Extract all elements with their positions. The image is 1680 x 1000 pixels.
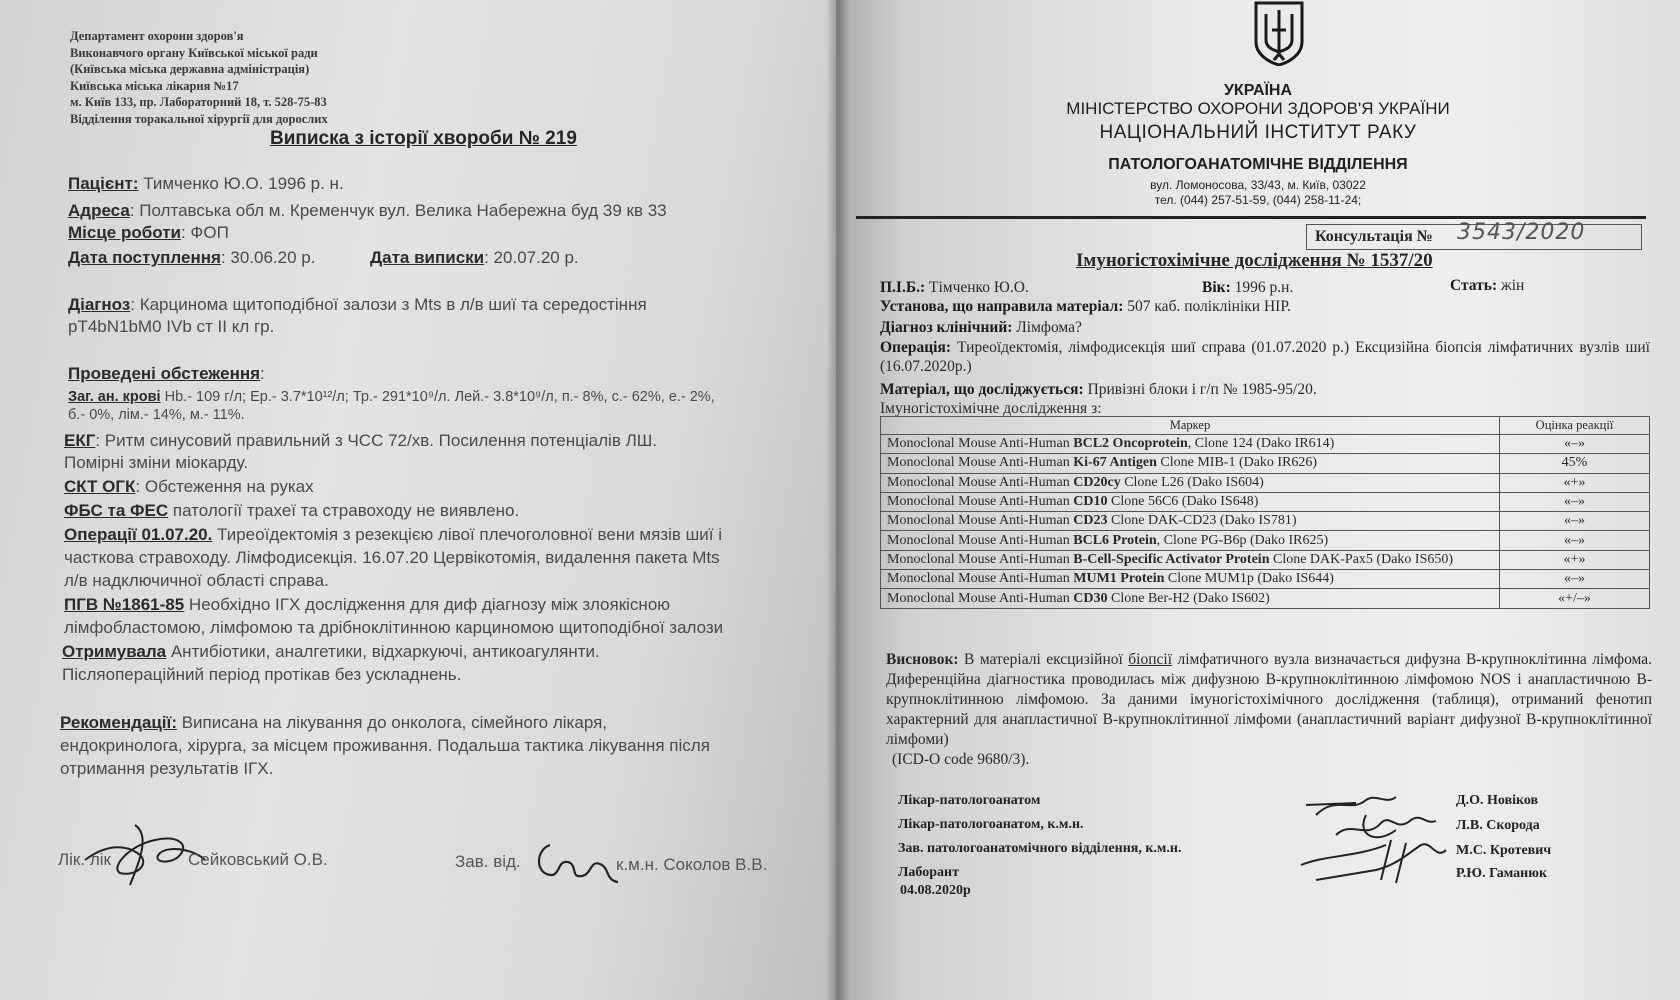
operations-label: Операції 01.07.20. (64, 525, 213, 544)
pathologist-signatures (1296, 785, 1456, 895)
admission-date-label: Дата поступлення (68, 248, 221, 267)
marker-cell (881, 570, 1500, 589)
diagnosis-value: : Карцинома щитоподібної залози з Mts в л/в шиї та середостіння (130, 295, 647, 314)
department-phone: тел. (044) 257-51-59, (044) 258-11-24; (1154, 193, 1362, 207)
received-line (62, 641, 600, 663)
conclusion-text-1: В матеріалі ексцизійної (958, 651, 1129, 668)
department-address: вул. Ломоносова, 33/43, м. Київ, 03022 (1150, 178, 1366, 192)
hospital-letterhead (70, 28, 328, 128)
consultation-number: 3543/2020 (1457, 220, 1586, 245)
ihc-title: Імуногістохімічне дослідження № 1537/20 (1076, 250, 1433, 271)
marker-name: CD10 (1073, 494, 1108, 510)
ihc-intro: Імуногістохімічне дослідження з: (880, 400, 1102, 417)
department-name: ПАТОЛОГОАНАТОМІЧНЕ ВІДДІЛЕННЯ (1108, 156, 1408, 173)
header-divider (856, 216, 1646, 219)
exams-label: Проведені обстеження (68, 364, 261, 383)
material-value: Привізні блоки і г/п № 1985-95/20. (1083, 381, 1317, 398)
operations-line-3: л/в надключичної області справа. (64, 571, 329, 590)
admission-date-line (68, 247, 315, 269)
marker-clone: , Clone 124 (Dako IR614) (1187, 436, 1335, 452)
blood-line-2: б.- 0%, лім.- 14%, м.- 11%. (68, 407, 245, 423)
marker-prefix: Monoclonal Mouse Anti-Human (887, 590, 1074, 606)
table-row (881, 531, 1650, 550)
marker-cell (881, 492, 1500, 511)
recommendations-label: Рекомендації: (60, 713, 177, 732)
operations-line (64, 524, 722, 546)
recommendations-line-2: ендокринолога, хірурга, за місцем проживання. Подальша тактика лікування після (60, 736, 710, 755)
country-name: УКРАЇНА (1223, 82, 1293, 99)
histology-label: ПГВ №1861-85 (64, 595, 185, 614)
address-value: : Полтавська обл м. Кременчук вул. Велика Набережна буд 39 кв 33 (129, 201, 667, 220)
marker-cell (881, 435, 1500, 454)
recommendations-line (60, 712, 607, 734)
table-row (881, 550, 1650, 569)
recommendations-line-3: отримання результатів ІГХ. (60, 759, 274, 778)
sex-value: жін (1497, 277, 1525, 294)
marker-name: CD23 (1073, 513, 1108, 529)
report-date: 04.08.2020р (900, 883, 971, 898)
patient-value: Тимченко Ю.О. 1996 р. н. (138, 174, 344, 193)
marker-name: BCL2 Oncoprotein (1073, 436, 1188, 452)
ecg-value: : Ритм синусовий правильний з ЧСС 72/хв. Посилення потенціалів ЛШ. (95, 431, 658, 450)
table-row (881, 512, 1650, 531)
marker-prefix: Monoclonal Mouse Anti-Human (887, 552, 1074, 568)
result-cell: 45% (1500, 454, 1650, 473)
marker-clone: , Clone PG-B6p (Dako IR625) (1156, 532, 1329, 548)
marker-prefix: Monoclonal Mouse Anti-Human (887, 474, 1074, 490)
ct-value: : Обстеження на руках (135, 477, 314, 496)
result-cell: «–» (1500, 435, 1650, 454)
histology-line-2: лімфобластомою, лімфомою та дрібноклітинною карциномою щитоподібної залози (64, 618, 724, 637)
ecg-label: ЕКГ (64, 431, 96, 450)
work-line (68, 222, 229, 244)
signatory-role-4: Лаборант (898, 865, 959, 880)
result-column-header: Оцінка реакції (1500, 417, 1650, 435)
work-label: Місце роботи (68, 223, 181, 242)
clinical-diagnosis-value: Лімфома? (1012, 319, 1082, 336)
consultation-box (1306, 220, 1642, 250)
marker-cell (881, 473, 1500, 492)
conclusion-text-2: лімфатичного вузла визначається дифузна В-крупноклітинна лімфома. Диференційна діагностика проводилась між дифузною В-крупноклітинною лімфомою NOS і анапластичною В-крупноклітинною лімфомою. За даними імуногістохімічного дослідження (таблиця), отриманий фенотип характерний для анапластичної В-крупноклітинної лімфоми (анапластичний варіант дифузної В-крупноклітинної лімфоми) (886, 651, 1653, 748)
age-value: 1996 р.н. (1230, 279, 1294, 296)
table-header-row (881, 417, 1650, 435)
admission-date-value: : 30.06.20 р. (220, 248, 316, 267)
diagnosis-line-2: pT4bN1bM0 IVb ст II кл гр. (68, 317, 275, 336)
histology-line (64, 594, 670, 616)
marker-prefix: Monoclonal Mouse Anti-Human (887, 532, 1074, 548)
letterhead-line: Департамент охорони здоров'я (70, 29, 244, 43)
fgs-line (64, 500, 519, 522)
exams-heading (68, 363, 265, 385)
age-label: Вік: (1202, 279, 1231, 296)
marker-name: CD30 (1073, 590, 1108, 606)
letterhead-line: Виконавчого органу Київської міської ради (70, 45, 318, 60)
conclusion-underlined: біопсії (1128, 651, 1173, 668)
sex-label: Стать: (1450, 277, 1498, 294)
discharge-date-label: Дата виписки (370, 248, 485, 267)
table-row (881, 435, 1650, 454)
material-line (880, 380, 1317, 399)
marker-cell (881, 589, 1500, 608)
ihc-results-table (880, 416, 1650, 609)
result-cell: «+» (1500, 550, 1650, 569)
signatory-name-4: Р.Ю. Гаманюк (1456, 866, 1548, 881)
icd-code: (ICD-O code 9680/3). (892, 751, 1030, 768)
institute-name: НАЦІОНАЛЬНИЙ ІНСТИТУТ РАКУ (1099, 122, 1417, 143)
consultation-label: Консультація № (1315, 228, 1433, 245)
ct-label: СКТ ОГК (64, 477, 136, 496)
coat-of-arms-icon (1252, 0, 1306, 66)
signatory-name-2: Л.В. Скорода (1456, 818, 1540, 833)
marker-name: B-Cell-Specific Activator Protein (1073, 552, 1270, 568)
discharge-title: Виписка з історії хвороби № 219 (270, 128, 577, 149)
marker-clone: Clone MIB-1 (Dako IR626) (1156, 455, 1318, 471)
received-line-2: Післяопераційний період протікав без ускладнень. (62, 665, 462, 684)
signatory-name-3: М.С. Кротевич (1456, 843, 1552, 858)
operation-line (880, 338, 1650, 376)
table-row (881, 570, 1650, 589)
marker-name: CD20cy (1073, 474, 1121, 490)
marker-cell (881, 454, 1500, 473)
head-of-department-signature (530, 830, 620, 890)
result-cell: «–» (1500, 492, 1650, 511)
recommendations-value: Виписана на лікування до онколога, сімейного лікаря, (176, 713, 608, 732)
patient-name-label: П.І.Б.: (880, 279, 926, 296)
age-line (1202, 278, 1293, 297)
work-value: : ФОП (180, 223, 229, 242)
signatory-role-1: Лікар-патологоанатом (898, 793, 1041, 808)
marker-prefix: Monoclonal Mouse Anti-Human (887, 455, 1074, 471)
referring-institution-label: Установа, що направила матеріал: (880, 298, 1124, 315)
marker-clone: Clone L26 (Dako IS604) (1120, 474, 1264, 490)
patient-name-line (880, 278, 1029, 297)
exams-colon: : (260, 364, 265, 383)
fgs-value: патології трахеї та стравоходу не виявлено. (168, 501, 520, 520)
marker-prefix: Monoclonal Mouse Anti-Human (887, 513, 1074, 529)
discharge-date-value: : 20.07.20 р. (484, 248, 579, 267)
table-row (881, 473, 1650, 492)
marker-prefix: Monoclonal Mouse Anti-Human (887, 436, 1074, 452)
marker-clone: Clone DAK-Pax5 (Dako IS650) (1269, 552, 1454, 568)
operations-value: Тиреоїдектомія з резекцією лівої плечоголовної вени мязів шиї і (212, 525, 723, 544)
attending-doctor-label: Лік. лік (58, 850, 111, 869)
operations-line-2: часткова стравоходу. Лімфодисекція. 16.07.20 Цервікотомія, видалення пакета Mts (64, 548, 720, 567)
blood-value: Hb.- 109 г/л; Ер.- 3.7*10¹²/л; Тр.- 291*10⁹/л. Лей.- 3.8*10⁹/л, п.- 8%, с.- 62%, е.- 2%, (160, 389, 715, 405)
diagnosis-line (68, 294, 647, 316)
address-label: Адреса (68, 201, 130, 220)
clinical-diagnosis-line (880, 318, 1082, 337)
result-cell: «–» (1500, 531, 1650, 550)
patient-label: Пацієнт: (68, 174, 139, 193)
letterhead-line: Київська міська лікарня №17 (70, 78, 239, 93)
signatory-role-2: Лікар-патологоанатом, к.м.н. (898, 817, 1084, 832)
marker-cell (881, 531, 1500, 550)
table-row (881, 589, 1650, 608)
result-cell: «–» (1500, 512, 1650, 531)
received-label: Отримувала (62, 642, 167, 661)
table-row (881, 454, 1650, 473)
page-fold (826, 0, 850, 1000)
ministry-name: МІНІСТЕРСТВО ОХОРОНИ ЗДОРОВ'Я УКРАЇНИ (1066, 99, 1450, 118)
fgs-label: ФБС та ФЕС (64, 501, 169, 520)
ecg-line-2: Помірні зміни міокарду. (64, 453, 249, 472)
marker-clone: Clone Ber-H2 (Dako IS602) (1107, 590, 1270, 606)
marker-clone: Clone MUM1p (Dako IS644) (1164, 571, 1334, 587)
marker-clone: Clone 56C6 (Dako IS648) (1107, 494, 1259, 510)
address-line (68, 200, 667, 222)
operation-label: Операція: (880, 339, 952, 356)
ct-line (64, 476, 314, 498)
discharge-date-line (370, 247, 579, 269)
head-of-department-name: к.м.н. Соколов В.В. (616, 855, 768, 874)
blood-label: Заг. ан. крові (68, 389, 161, 405)
letterhead-line: Відділення торакальної хірургії для дорослих (70, 111, 328, 126)
table-row (881, 492, 1650, 511)
patient-name-value: Тімченко Ю.О. (925, 279, 1029, 296)
signatory-role-3: Зав. патологоанатомічного відділення, к.м.н. (898, 841, 1182, 856)
clinical-diagnosis-label: Діагноз клінічний: (880, 319, 1013, 336)
marker-cell (881, 512, 1500, 531)
marker-name: Ki-67 Antigen (1073, 455, 1157, 471)
marker-name: BCL6 Protein (1073, 532, 1157, 548)
attending-doctor-name: Сейковський О.В. (188, 850, 328, 869)
diagnosis-label: Діагноз (68, 295, 131, 314)
ecg-line (64, 430, 657, 452)
marker-name: MUM1 Protein (1073, 571, 1165, 587)
result-cell: «+» (1500, 473, 1650, 492)
conclusion-paragraph (886, 650, 1652, 770)
marker-prefix: Monoclonal Mouse Anti-Human (887, 571, 1074, 587)
letterhead-line: м. Київ 133, пр. Лабораторний 18, т. 528-75-83 (70, 95, 327, 110)
marker-prefix: Monoclonal Mouse Anti-Human (887, 494, 1074, 510)
referring-institution-value: 507 каб. поліклініки НІР. (1123, 298, 1291, 315)
marker-column-header: Маркер (881, 417, 1500, 435)
referring-institution-line (880, 297, 1291, 316)
received-value: Антибіотики, аналгетики, відхаркуючі, антикоагулянти. (166, 642, 600, 661)
sex-line (1450, 276, 1524, 295)
right-page-ihc-report (836, 0, 1680, 1000)
conclusion-label: Висновок: (886, 651, 959, 668)
letterhead-line: (Київська міська державна адміністрація) (70, 62, 310, 77)
material-label: Матеріал, що досліджується: (880, 381, 1084, 398)
marker-cell (881, 550, 1500, 569)
left-page-discharge-summary (0, 0, 836, 1000)
patient-line (68, 173, 344, 195)
result-cell: «–» (1500, 570, 1650, 589)
result-cell: «+/–» (1500, 589, 1650, 608)
signatory-name-1: Д.О. Новіков (1456, 793, 1539, 808)
marker-clone: Clone DAK-CD23 (Dako IS781) (1107, 513, 1297, 529)
blood-line (68, 388, 715, 407)
head-of-department-label: Зав. від. (455, 852, 521, 871)
operation-value: Тиреоїдектомія, лімфодисекція шиї справа (01.07.2020 р.) Ексцизійна біопсія лімфатичних вузлів шиї (16.07.2020р.) (880, 339, 1650, 375)
histology-value: Необхідно ІГХ дослідження для диф діагнозу між злоякісною (184, 595, 671, 614)
